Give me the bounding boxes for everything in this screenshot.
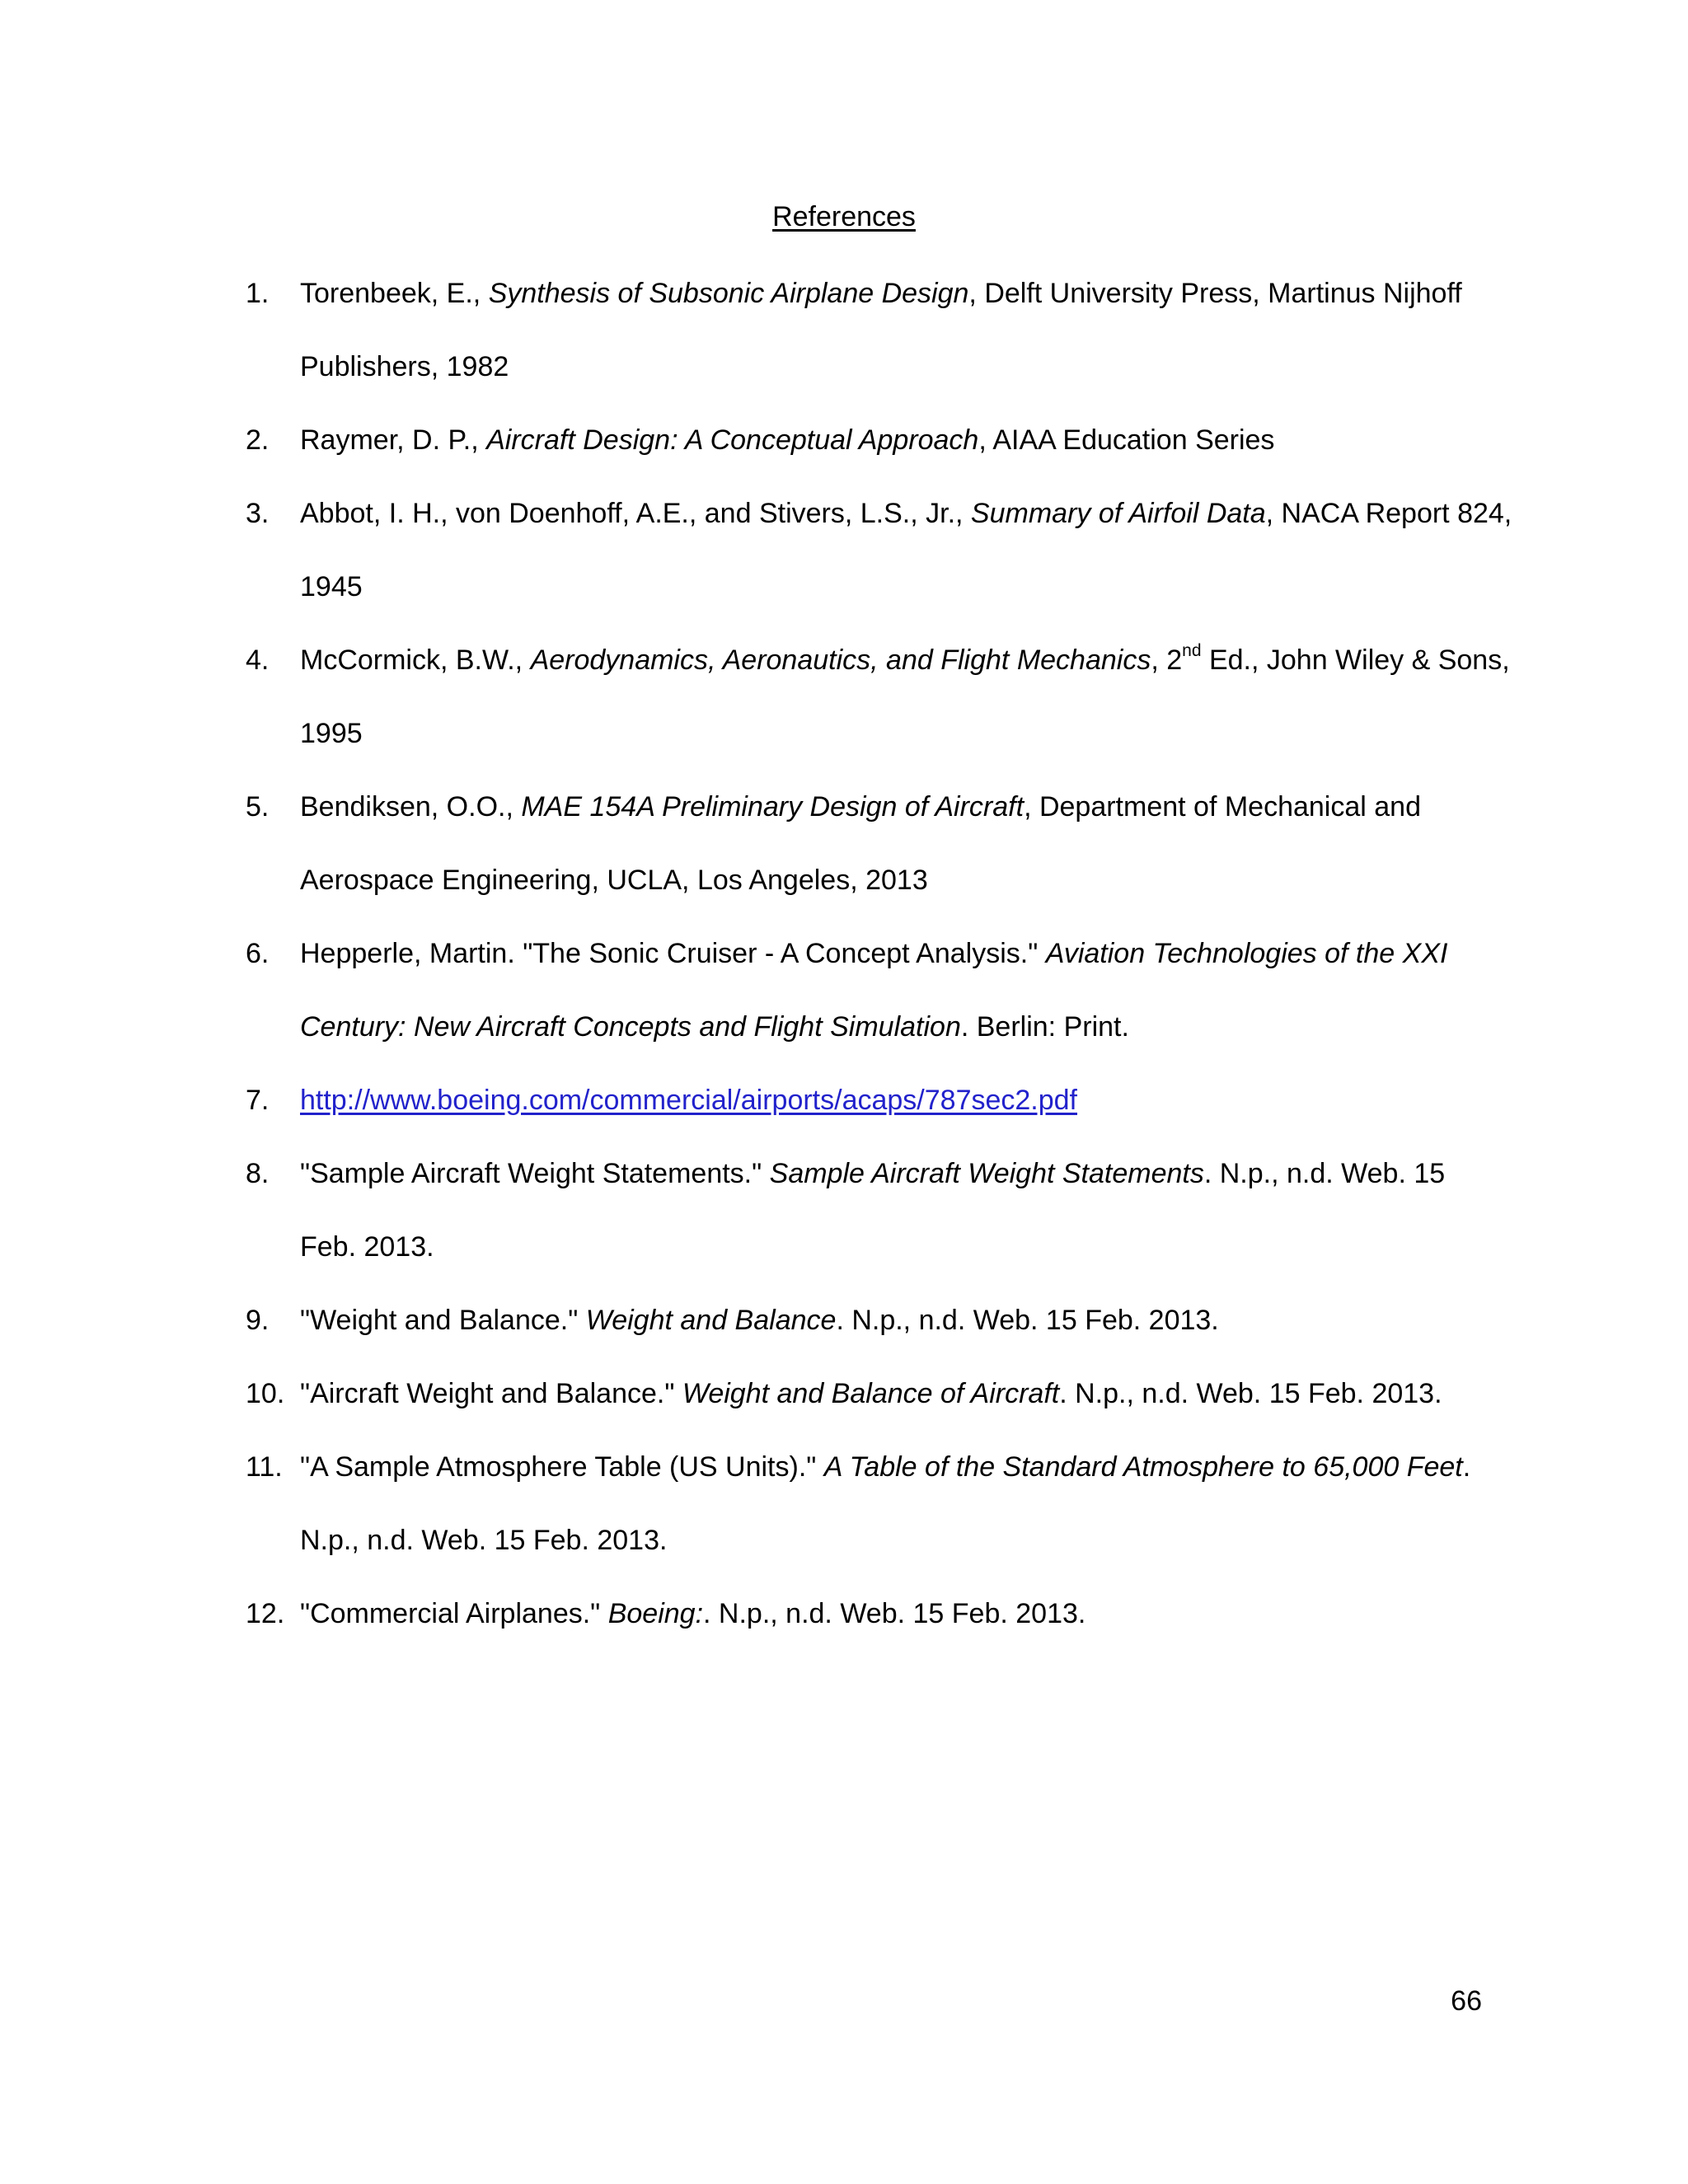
reference-text: , Department of Mechanical and <box>1024 791 1421 823</box>
reference-title: MAE 154A Preliminary Design of Aircraft <box>521 791 1025 823</box>
reference-text: McCormick, B.W., <box>300 644 531 676</box>
reference-line <box>300 1504 1498 1577</box>
reference-text: Torenbeek, E., <box>300 278 489 309</box>
reference-line <box>300 1284 1498 1357</box>
reference-text: , Delft University Press, Martinus Nijhoff <box>968 278 1462 309</box>
reference-number: 6. <box>246 938 270 969</box>
reference-line <box>300 257 1498 330</box>
reference-number: 4. <box>246 644 270 676</box>
reference-text: 1995 <box>300 718 363 749</box>
reference-line <box>300 917 1498 991</box>
reference-text: Publishers, 1982 <box>300 351 509 382</box>
reference-text: "Weight and Balance." <box>300 1305 586 1336</box>
reference-number: 11. <box>246 1451 283 1483</box>
reference-number: 9. <box>246 1305 270 1336</box>
reference-text: "Aircraft Weight and Balance." <box>300 1378 682 1409</box>
reference-title: Boeing: <box>607 1598 704 1629</box>
reference-number: 2. <box>246 424 270 456</box>
reference-list <box>246 257 1512 1651</box>
reference-line <box>300 697 1498 771</box>
reference-title: Weight and Balance <box>585 1305 837 1336</box>
reference-text: "Sample Aircraft Weight Statements." <box>300 1158 770 1189</box>
reference-text: . N.p., n.d. Web. 15 Feb. 2013. <box>836 1305 1219 1336</box>
reference-item-6 <box>246 917 1498 1064</box>
reference-text: . N.p., n.d. Web. 15 Feb. 2013. <box>703 1598 1086 1629</box>
reference-item-2 <box>246 404 1498 477</box>
reference-line <box>300 624 1510 697</box>
reference-item-7 <box>246 1064 1498 1137</box>
reference-item-8 <box>246 1137 1498 1284</box>
reference-line <box>300 404 1498 477</box>
reference-text: . <box>1462 1451 1471 1483</box>
reference-line <box>300 551 1498 624</box>
reference-item-1 <box>246 257 1498 404</box>
reference-number: 5. <box>246 791 270 823</box>
reference-text: , 2 <box>1151 644 1183 676</box>
reference-line <box>300 1211 1498 1284</box>
reference-item-3 <box>246 477 1512 624</box>
reference-text: Hepperle, Martin. "The Sonic Cruiser - A Concept Analysis." <box>300 938 1046 969</box>
reference-number: 7. <box>246 1085 270 1116</box>
reference-number: 10. <box>246 1378 285 1409</box>
reference-title: Aircraft Design: A Conceptual Approach <box>486 424 979 456</box>
reference-item-4 <box>246 624 1510 771</box>
reference-text: "A Sample Atmosphere Table (US Units)." <box>300 1451 824 1483</box>
reference-text: 1945 <box>300 571 363 602</box>
reference-line <box>300 477 1512 551</box>
page-number: 66 <box>1451 1985 1482 2017</box>
reference-text: . N.p., n.d. Web. 15 <box>1203 1158 1446 1189</box>
reference-text: Feb. 2013. <box>300 1231 434 1263</box>
reference-line <box>300 991 1498 1064</box>
reference-text: . N.p., n.d. Web. 15 Feb. 2013. <box>1059 1378 1442 1409</box>
reference-item-9 <box>246 1284 1498 1357</box>
reference-text: Abbot, I. H., von Doenhoff, A.E., and Stivers, L.S., Jr., <box>300 498 971 529</box>
reference-text: Ed., John Wiley & Sons, <box>1201 644 1510 676</box>
reference-text: N.p., n.d. Web. 15 Feb. 2013. <box>300 1525 668 1556</box>
reference-line <box>300 844 1498 917</box>
reference-item-12 <box>246 1577 1498 1651</box>
reference-text: Aerospace Engineering, UCLA, Los Angeles, 2013 <box>300 865 928 896</box>
reference-text: Bendiksen, O.O., <box>300 791 522 823</box>
reference-title: Sample Aircraft Weight Statements <box>769 1158 1204 1189</box>
reference-line <box>300 1431 1498 1504</box>
reference-title: Aerodynamics, Aeronautics, and Flight Mechanics <box>530 644 1151 676</box>
reference-line <box>300 1064 1498 1137</box>
reference-title: Synthesis of Subsonic Airplane Design <box>488 278 969 309</box>
ordinal-superscript: nd <box>1182 640 1202 660</box>
reference-text: , AIAA Education Series <box>978 424 1275 456</box>
reference-link[interactable]: http://www.boeing.com/commercial/airports/acaps/787sec2.pdf <box>300 1085 1078 1116</box>
reference-title: Aviation Technologies of the XXI <box>1045 938 1448 969</box>
reference-number: 12. <box>246 1598 285 1629</box>
page-title: References <box>772 201 916 232</box>
reference-line <box>300 1357 1498 1431</box>
reference-text: "Commercial Airplanes." <box>300 1598 608 1629</box>
reference-title: Century: New Aircraft Concepts and Flight Simulation <box>300 1011 961 1043</box>
reference-number: 8. <box>246 1158 270 1189</box>
reference-text: , NACA Report 824, <box>1265 498 1512 529</box>
reference-line <box>300 1137 1498 1211</box>
reference-text: . Berlin: Print. <box>960 1011 1129 1043</box>
reference-item-5 <box>246 771 1498 917</box>
reference-line <box>300 330 1498 404</box>
reference-title: Summary of Airfoil Data <box>970 498 1266 529</box>
reference-item-10 <box>246 1357 1498 1431</box>
reference-title: A Table of the Standard Atmosphere to 65,000 Feet <box>823 1451 1463 1483</box>
reference-line <box>300 1577 1498 1651</box>
reference-number: 1. <box>246 278 270 309</box>
reference-line <box>300 771 1498 844</box>
reference-title: Weight and Balance of Aircraft <box>682 1378 1060 1409</box>
reference-text: Raymer, D. P., <box>300 424 487 456</box>
reference-number: 3. <box>246 498 270 529</box>
reference-item-11 <box>246 1431 1498 1577</box>
